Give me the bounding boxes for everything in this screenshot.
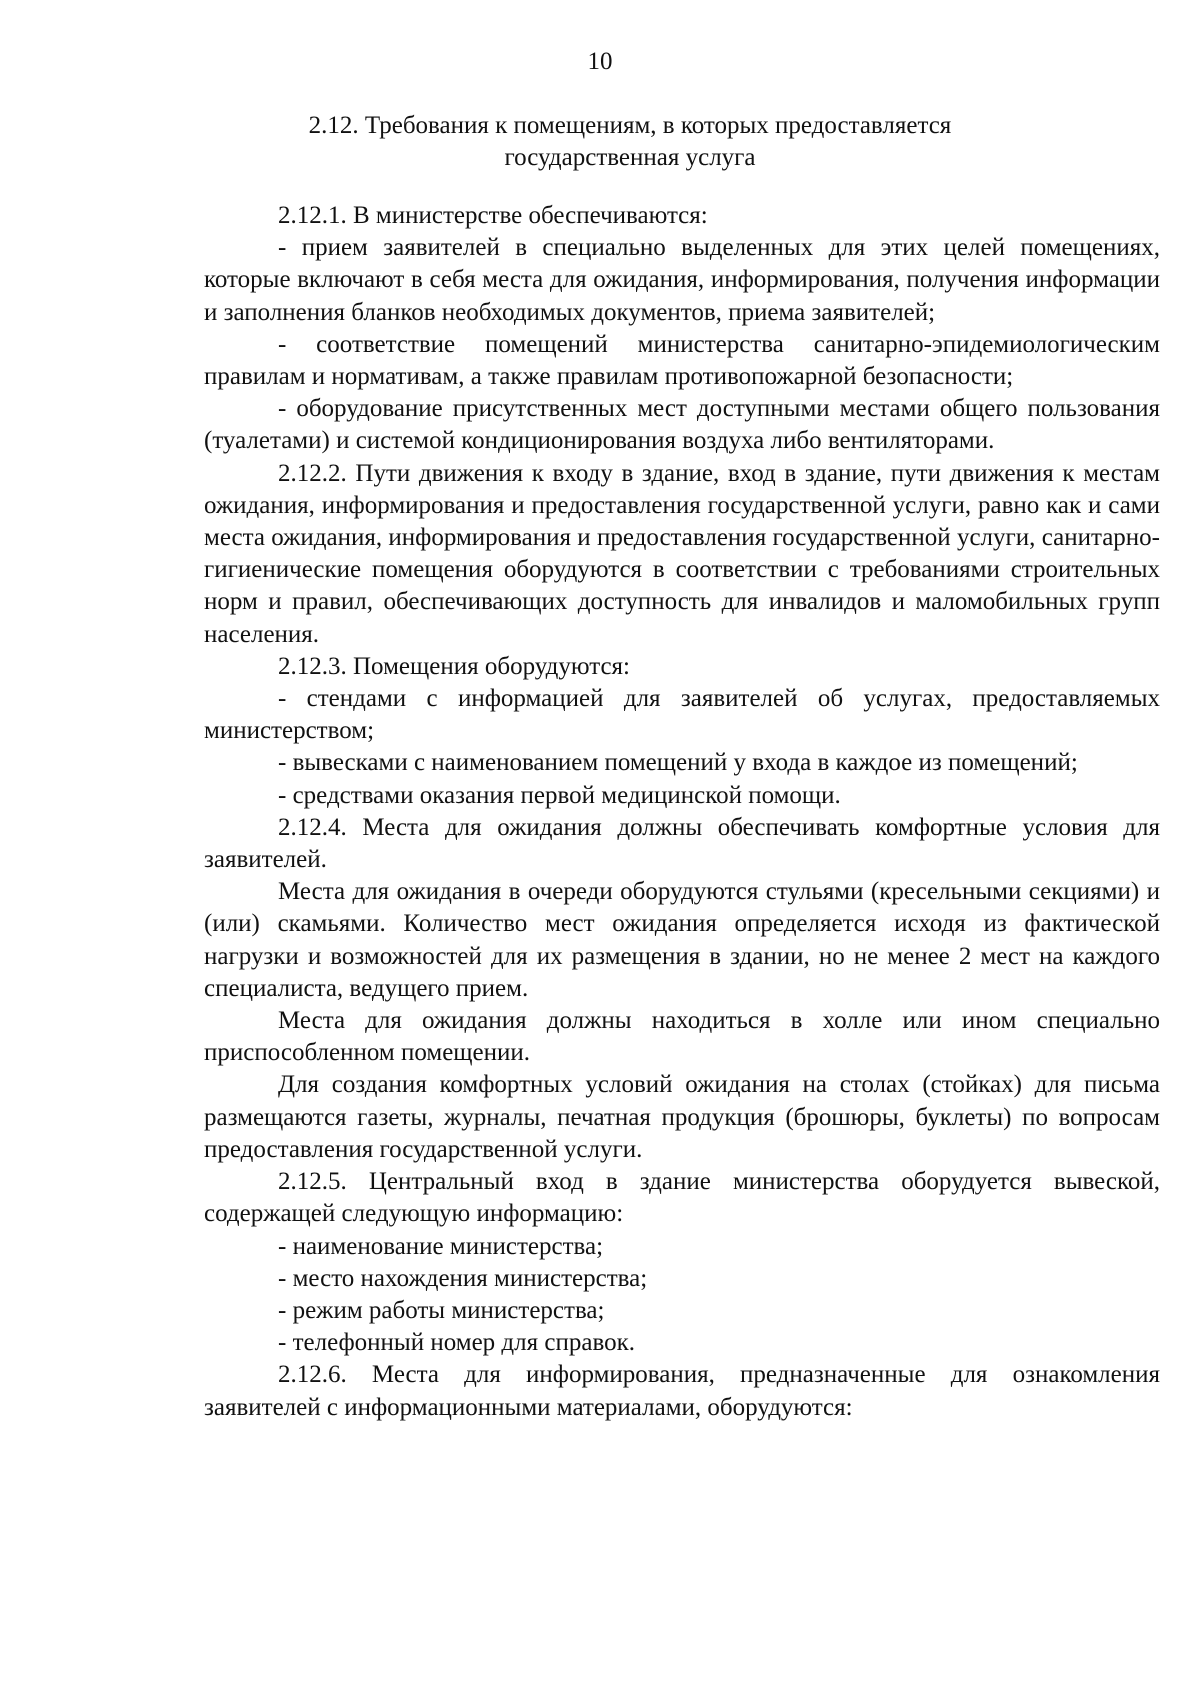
list-item: - вывесками с наименованием помещений у входа в каждое из помещений; (278, 749, 1078, 777)
paragraph: Места для ожидания в очереди оборудуются стульями (кресельными секциями) и (или) скамьями. Количество мест ожидания определяется исходя из фактической нагрузки и возможностей для их размещения в здании, но не менее 2 мест на каждого специалиста, ведущего прием. (204, 878, 1160, 1002)
page-number: 10 (587, 48, 613, 75)
list-item: - телефонный номер для справок. (278, 1329, 635, 1357)
list-item: - средствами оказания первой медицинской помощи. (278, 781, 841, 809)
paragraph: 2.12.1. В министерстве обеспечиваются: (278, 202, 708, 229)
body-text (204, 200, 1160, 1424)
list-item: - место нахождения министерства; (278, 1264, 648, 1292)
list-item: - режим работы министерства; (278, 1296, 605, 1324)
section-title (190, 110, 1070, 174)
paragraph: 2.12.3. Помещения оборудуются: (278, 652, 631, 680)
paragraph: 2.12.2. Пути движения к входу в здание, вход в здание, пути движения к местам ожидания, информирования и предоставления государственной услуги, равно как и сами места ожидания, информирования и предоставления государственной услуги, санитарно-гигиенические помещения оборудуются в соответствии с требованиями строительных норм и правил, обеспечивающих доступность для инвалидов и маломобильных групп населения. (204, 459, 1160, 648)
section-title-line-1: 2.12. Требования к помещениям, в которых предоставляется (308, 112, 952, 139)
list-item: - наименование министерства; (278, 1232, 604, 1260)
section-title-line-2: государственная услуга (504, 144, 756, 171)
paragraph: Для создания комфортных условий ожидания на столах (стойках) для письма размещаются газеты, журналы, печатная продукция (брошюры, буклеты) по вопросам предоставления государственной услуги. (204, 1071, 1160, 1163)
list-item: - стендами с информацией для заявителей об услугах, предоставляемых министерством; (204, 685, 1160, 745)
paragraph: 2.12.6. Места для информирования, предназначенные для ознакомления заявителей с информационными материалами, оборудуются: (204, 1361, 1160, 1421)
list-item: - прием заявителей в специально выделенных для этих целей помещениях, которые включают в себя места для ожидания, информирования, получения информации и заполнения бланков необходимых документов, приема заявителей; (204, 234, 1160, 326)
list-item: - соответствие помещений министерства санитарно-эпидемиологическим правилам и нормативам, а также правилам противопожарной безопасности; (204, 330, 1160, 391)
paragraph: 2.12.5. Центральный вход в здание министерства оборудуется вывеской, содержащей следующую информацию: (204, 1168, 1160, 1228)
paragraph: Места для ожидания должны находиться в холле или ином специально приспособленном помещении. (204, 1007, 1160, 1067)
list-item: - оборудование присутственных мест доступными местами общего пользования (туалетами) и системой кондиционирования воздуха либо вентиляторами. (204, 395, 1160, 455)
paragraph: 2.12.4. Места для ожидания должны обеспечивать комфортные условия для заявителей. (204, 813, 1160, 874)
